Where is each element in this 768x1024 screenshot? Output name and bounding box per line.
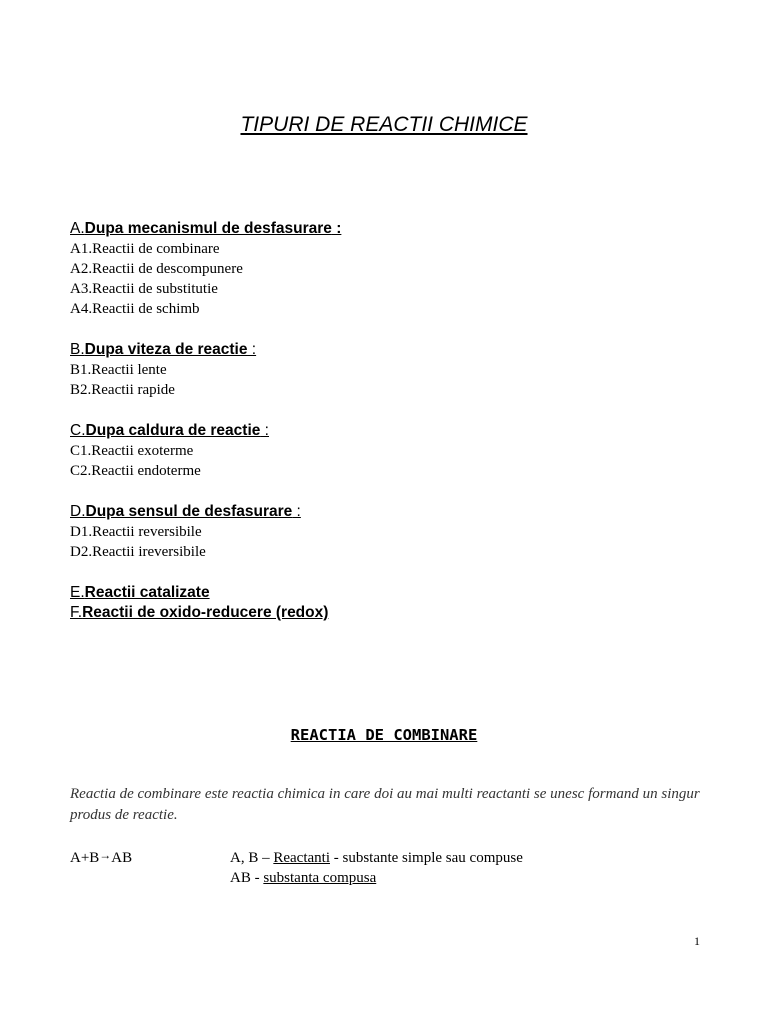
list-item: A4.Reactii de schimb bbox=[70, 301, 200, 317]
list-item: A3.Reactii de substitutie bbox=[70, 281, 218, 297]
reaction-formula: A+B→AB bbox=[70, 848, 133, 866]
list-item: D2.Reactii ireversibile bbox=[70, 544, 206, 560]
definition-paragraph: Reactia de combinare este reactia chimica in care doi au mai multi reactanti se unesc formand un singur produs de reactie. bbox=[70, 786, 700, 823]
list-item: C2.Reactii endoterme bbox=[70, 463, 201, 479]
section-heading: A.Dupa mecanismul de desfasurare : bbox=[70, 220, 342, 237]
arrow-icon: → bbox=[99, 848, 112, 862]
formula-description-line-1: A, B – Reactanti - substante simple sau compuse bbox=[230, 850, 523, 866]
section-e-f bbox=[70, 583, 328, 623]
formula-description-line-2: AB - substanta compusa bbox=[230, 870, 377, 886]
list-item: B2.Reactii rapide bbox=[70, 382, 175, 398]
section-b bbox=[70, 340, 256, 400]
page-number: 1 bbox=[694, 934, 700, 948]
list-item: B1.Reactii lente bbox=[70, 362, 167, 378]
section-heading-f: F.Reactii de oxido-reducere (redox) bbox=[70, 604, 329, 621]
section-heading: C.Dupa caldura de reactie : bbox=[70, 422, 269, 439]
list-item: C1.Reactii exoterme bbox=[70, 443, 194, 459]
section-d bbox=[70, 502, 301, 562]
section-subtitle: REACTIA DE COMBINARE bbox=[290, 726, 478, 744]
list-item: D1.Reactii reversibile bbox=[70, 524, 202, 540]
section-c bbox=[70, 421, 269, 481]
section-heading: B.Dupa viteza de reactie : bbox=[70, 341, 257, 358]
section-a bbox=[70, 219, 341, 319]
section-heading-e: E.Reactii catalizate bbox=[70, 584, 210, 601]
list-item: A2.Reactii de descompunere bbox=[70, 261, 243, 277]
page-title: TIPURI DE REACTII CHIMICE bbox=[240, 113, 528, 136]
section-heading: D.Dupa sensul de desfasurare : bbox=[70, 503, 301, 520]
list-item: A1.Reactii de combinare bbox=[70, 241, 220, 257]
